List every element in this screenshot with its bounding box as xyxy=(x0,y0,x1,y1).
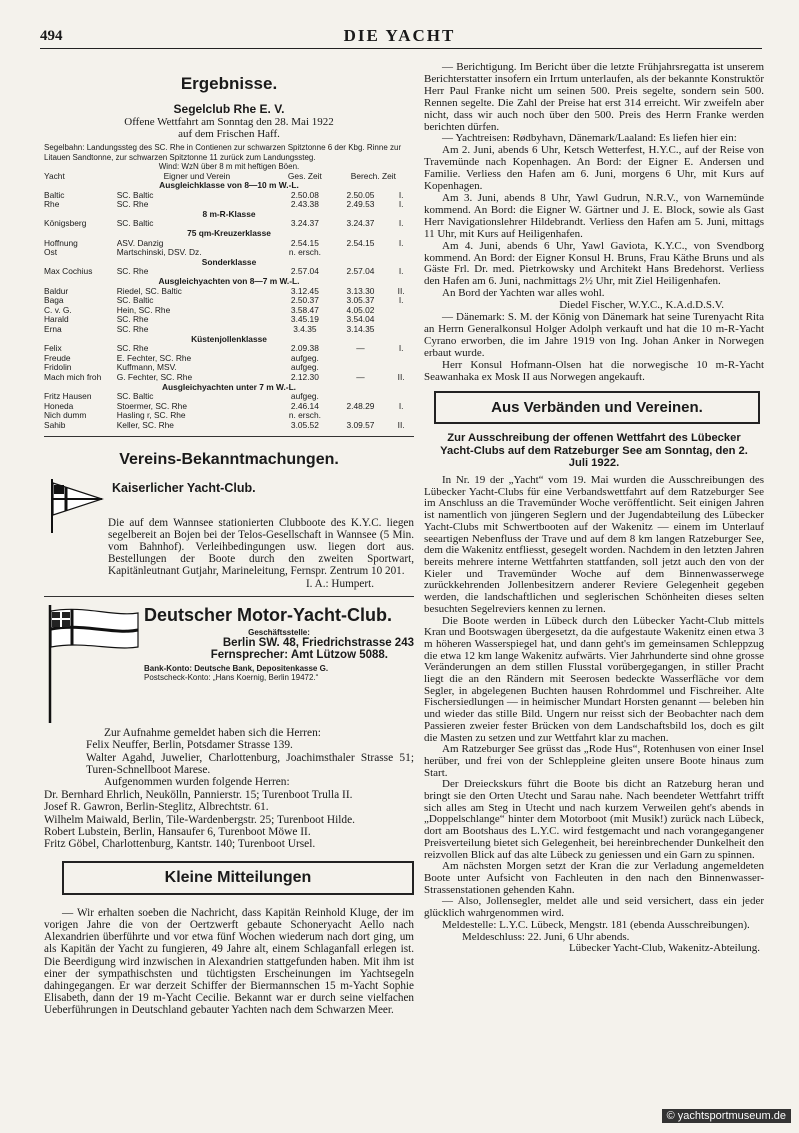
owner-club: Kuffmann, MSV. xyxy=(116,363,177,373)
pending-member: Walter Agahd, Juwelier, Charlottenburg, Joachimsthaler Strasse 51; Turen-Schnellboot Marese. xyxy=(86,751,414,776)
elapsed-time: 2.46.14 xyxy=(290,401,319,411)
header-rule xyxy=(40,48,762,49)
table-row xyxy=(44,315,414,325)
yacht-name: Erna xyxy=(44,325,62,334)
paragraph: Meldestelle: L.Y.C. Lübeck, Mengstr. 181 (ebenda Ausschreibungen). xyxy=(442,918,750,931)
paragraph: Am nächsten Morgen setzt der Kran die zur Verladung angemeldeten Boote unter Aufsicht von Fachleuten in den nach den Binnenwasser-Strassenstationen gehenden Kahn. xyxy=(424,860,764,896)
yacht-name: Ost xyxy=(44,248,58,258)
accepted-member: Wilhelm Maiwald, Berlin, Tile-Wardenbergstr. 25; Turenboot Hilde. xyxy=(44,813,355,826)
elapsed-time: 2.43.38 xyxy=(290,200,319,210)
kyc-signature: I. A.: Humpert. xyxy=(305,577,374,590)
left-column xyxy=(44,62,414,1017)
elapsed-time: aufgeg. xyxy=(290,353,319,363)
yacht-name: Sahib xyxy=(44,420,66,430)
placing: I. xyxy=(398,190,404,200)
ergebnisse-heading: Ergebnisse. xyxy=(180,74,278,93)
yacht-name: Baldur xyxy=(44,286,69,296)
class-title: Küstenjollenklasse xyxy=(191,334,267,344)
corrected-time: 3.14.35 xyxy=(346,325,375,334)
placing xyxy=(388,411,414,421)
placing: I. xyxy=(398,200,404,210)
table-row xyxy=(44,411,414,421)
yacht-name: Honeda xyxy=(44,401,74,411)
yacht-name: Nich dumm xyxy=(44,411,87,421)
pending-list xyxy=(44,739,414,776)
elapsed-time: n. ersch. xyxy=(288,411,321,421)
owner-club: Riedel, SC. Baltic xyxy=(116,286,182,296)
table-row xyxy=(44,306,414,316)
col-bertime-header: Berech. Zeit xyxy=(350,171,396,181)
corrected-time xyxy=(333,392,389,402)
class-header-row xyxy=(44,277,414,287)
table-row xyxy=(44,296,414,306)
table-row xyxy=(44,191,414,201)
placing: I. xyxy=(398,238,404,248)
corrected-time: — xyxy=(356,372,365,382)
accepted-member: Robert Lubstein, Berlin, Hansaufer 6, Turenboot Möwe II. xyxy=(44,826,311,838)
corrected-time: 2.48.29 xyxy=(346,401,375,411)
yacht-name: Königsberg xyxy=(44,219,87,229)
race-subtitle-2: auf dem Frischen Haff. xyxy=(178,128,280,140)
table-row xyxy=(44,402,414,412)
yacht-name: Felix xyxy=(44,344,62,354)
placing: I. xyxy=(398,219,404,229)
right-column xyxy=(424,62,764,955)
journal-title: DIE YACHT xyxy=(343,26,456,45)
corrected-time: 2.50.05 xyxy=(346,190,375,200)
table-row xyxy=(44,200,414,210)
corrected-time xyxy=(333,248,389,258)
corrected-time: 4.05.02 xyxy=(346,305,375,315)
dmyc-address: Berlin SW. 48, Friedrichstrasse 243 xyxy=(222,636,414,649)
dmyc-block xyxy=(44,603,414,723)
wind-info: Wind: WzN über 8 m mit heftigen Böen. xyxy=(158,162,300,171)
kyc-text: Die auf dem Wannsee stationierten Clubboote des K.Y.C. liegen segelbereit an Bojen bei der Telos-Gesellschaft in Wannsee (5 Min. vom Bahnhof). Verleihbedingungen usw. liegen dort aus. Bestellungen der Boote durch den zweiten Sportwart, Kapitänleutnant Gutjahr, Marineleitung, Fernspr. Zentrum 10 201. xyxy=(108,516,414,578)
paragraph: In Nr. 19 der „Yacht“ vom 19. Mai wurden die Ausschreibungen des Lübecker Yacht-Clubs für eine Verbandswettfahrt auf dem Ratzeburger See im Anschluss an die Travemünder Woche veröffentlicht. Seit einigen Jahren ist namentlich von jüngeren Seglern und der Jugendabteilung des Lübecker Yacht-Clubs mit Schwertbooten auf der Wakenitz — einem im Unterlauf seeartigen Nebenfluss der Trave und auf dem 8 km langen Ratzeburger See, dem die Wakenitz entfliesst, gesegelt worden. Nachdem in den letzten Jahren bereits mehrere interne Wettfahrten stattfanden, soll jetzt auch den von der Kieler und Travemünder Woche auf dem Binnenwasserwege zurückkehrenden Jollenbesitzern anderer Reviere Gelegenheit gegeben werden, die landschaftlichen und seglerischen Schönheiten dieses selten besuchten Segelreviers kennen zu lernen. xyxy=(424,474,764,615)
final-signature: Lübecker Yacht-Club, Wakenitz-Abteilung. xyxy=(568,942,760,955)
yacht-name: Baga xyxy=(44,296,64,306)
accepted-member: Dr. Bernhard Ehrlich, Neukölln, Pannierstr. 15; Turenboot Trulla II. xyxy=(44,788,353,801)
berichtigung: — Berichtigung. Im Bericht über die letzte Frühjahrsregatta ist unserem Berichterstatter insofern ein Irrtum unterlaufen, als der bekannte Konstruktör Herr Paul Franke nicht um seinen 500. Preis segelte, sondern sein 500. Rennen segelte. Die Zahl der Preise hat erst 314 erreicht. Wir zweifeln aber nicht, dass wir auch noch über den 500. Preis des Herrn Franke werden berichten dürfen. xyxy=(424,61,764,133)
class-title: Ausgleichklasse von 8—10 m W.-L. xyxy=(159,181,299,191)
elapsed-time: n. ersch. xyxy=(288,248,321,258)
class-title: 75 qm-Kreuzerklasse xyxy=(187,229,271,239)
dmyc-postcheck: Postscheck-Konto: „Hans Koernig, Berlin 19472.“ xyxy=(144,672,319,682)
kleine-text: — Wir erhalten soeben die Nachricht, dass Kapitän Reinhold Kluge, der im vorigen Jahre die von der Oertzwerft gebaute Schoneryacht Aello nach Alexandrien überführte und vor etwa fünf Wochen wiederum nach dort ging, um als Kapitän der Yacht zu fungieren, 49 Jahre alt, einem Schlaganfall erlegen ist. Die Beerdigung wird inzwischen in Alexandrien stattgefunden haben. Mit ihm ist einer der sympathischsten und tüchtigsten Erscheinungen im Yachtsegeln dahingegangen. Er war derzeit Schiffer der Biermannschen 15 m-Yacht Sophie Elisabeth, dann der 19 m-Yacht Cecilie. Bekannt war er durch seine vielfachen Ueberführungen in Deutschland gebauter Yachten nach dem Schwarzen Meer. xyxy=(44,906,414,1017)
class-header-row xyxy=(44,383,414,393)
placing xyxy=(388,392,414,402)
kleine-body xyxy=(44,907,414,1017)
table-row xyxy=(44,392,414,402)
yachtreisen-entry: An Bord der Yachten war alles wohl. xyxy=(442,287,605,300)
owner-club: ASV. Danzig xyxy=(116,238,164,248)
club-name: Segelclub Rhe E. V. xyxy=(173,102,285,116)
elapsed-time: 3.58.47 xyxy=(290,305,319,315)
pending-member: Felix Neuffer, Berlin, Potsdamer Strasse 139. xyxy=(86,739,293,752)
vereins-heading: Vereins-Bekanntmachungen. xyxy=(119,450,339,468)
yachtreisen-entry: Am 2. Juni, abends 6 Uhr, Ketsch Wetterfest, H.Y.C., auf der Reise von Travemünde nach Kopenhagen. An Bord: der Eigner E. Andersen und Familie. Verliess den Hafen am 6. Juni, morgens 6 Uhr, mit Kurs auf Kopenhagen. xyxy=(424,144,764,193)
accepted-intro: Aufgenommen wurden folgende Herren: xyxy=(104,776,290,789)
dmyc-phone: Fernsprecher: Amt Lützow 5088. xyxy=(210,648,388,661)
class-header-row xyxy=(44,210,414,220)
table-row xyxy=(44,354,414,364)
yachtreisen-entry: Am 4. Juni, abends 6 Uhr, Yawl Gaviota, K.Y.C., von Svendborg kommend. An Bord: der Eigner Konsul H. Bruns, Frau Käthe Bruns und als Gäste Frl. Dr. med. Pietrkowsky und Architekt Hans Bredehorst. Verliess den Hafen am 6. Juni, nachmittags 2½ Uhr, mit Ziel Heiligenhafen. xyxy=(424,239,764,288)
divider xyxy=(44,596,414,597)
hofmann: Herr Konsul Hofmann-Olsen hat die norwegische 10 m-R-Yacht Seawanhaka ex Mosk II aus Norwegen angekauft. xyxy=(424,358,764,383)
corrected-time: 3.54.04 xyxy=(346,315,375,325)
col-yacht-header: Yacht xyxy=(44,171,65,181)
owner-club: SC. Rhe xyxy=(116,325,149,334)
dmyc-bank: Bank-Konto: Deutsche Bank, Depositenkasse G. xyxy=(144,663,329,673)
yachtreisen-intro: — Yachtreisen: Rødbyhavn, Dänemark/Laaland: Es liefen hier ein: xyxy=(442,132,737,145)
placing xyxy=(388,325,414,335)
race-subtitle-1: Offene Wettfahrt am Sonntag den 28. Mai 1922 xyxy=(124,116,334,128)
table-row xyxy=(44,239,414,249)
yacht-name: Harald xyxy=(44,315,69,325)
placing: I. xyxy=(398,401,404,411)
owner-club: Hasling r, SC. Rhe xyxy=(116,411,186,421)
paragraph: Der Dreieckskurs führt die Boote bis dicht an Ratzeburg heran und bringt sie den Orten Utecht und Sarau nahe. Nach beendeter Wettfahrt trifft sich alles am Steg in Utecht und nach kurzem Verweilen geht's abends in „Doppelschlange“ hinter dem Motorboot (mit Musik!) zurück nach Lübeck, dort am Bootshaus des L.Y.C. wird festgemacht und nach vorangegangener Preisverteilung bietet sich Gelegenheit, bei hereinbrechender Dunkelheit den reizvollen Blick auf das alte Lübeck zu geniessen und ein Garn zu spinnen. xyxy=(424,778,764,861)
accepted-member: Fritz Göbel, Charlottenburg, Kantstr. 140; Turenboot Ursel. xyxy=(44,838,316,851)
yachtreisen-signature: Diedel Fischer, W.Y.C., K.A.d.D.S.V. xyxy=(559,299,724,312)
corrected-time xyxy=(333,411,389,421)
dmyc-title: Deutscher Motor-Yacht-Club. xyxy=(144,604,393,625)
corrected-time xyxy=(333,354,389,364)
right-news xyxy=(424,62,764,383)
placing xyxy=(388,315,414,325)
paragraph: Meldeschluss: 22. Juni, 6 Uhr abends. xyxy=(462,930,630,943)
paragraph: — Also, Jollensegler, meldet alle und seid versichert, dass ein jeder glücklich wahrgenommen wird. xyxy=(424,895,764,920)
elapsed-time: aufgeg. xyxy=(290,392,319,402)
corrected-time xyxy=(333,363,389,373)
corrected-time: 2.49.53 xyxy=(346,200,375,210)
corrected-time: 3.05.37 xyxy=(346,296,375,306)
corrected-time: 2.57.04 xyxy=(346,267,375,277)
class-header-row xyxy=(44,258,414,268)
class-title: Ausgleichyachten unter 7 m W.-L. xyxy=(161,382,297,392)
class-title: 8 m-R-Klasse xyxy=(202,209,256,219)
verbaende-heading: Aus Verbänden und Vereinen. xyxy=(434,391,760,424)
class-title: Sonderklasse xyxy=(201,257,257,267)
dmyc-members xyxy=(44,727,414,851)
elapsed-time: 3.4.35 xyxy=(293,325,317,334)
elapsed-time: 3.12.45 xyxy=(290,286,319,296)
elapsed-time: 2.50.08 xyxy=(290,190,319,200)
placing xyxy=(388,354,414,364)
yacht-name: Max Cochius xyxy=(44,267,93,277)
kleine-heading: Kleine Mitteilungen xyxy=(62,861,414,895)
owner-club: SC. Rhe xyxy=(116,200,149,210)
placing xyxy=(388,363,414,373)
ausschreibung-title: Zur Ausschreibung der offenen Wettfahrt des Lübecker Yacht-Clubs auf dem Ratzeburger See am Sonntag, den 2. Juli 1922. xyxy=(440,432,748,469)
owner-club: Martschinski, DSV. Dz. xyxy=(116,248,202,258)
divider xyxy=(44,436,414,437)
table-row xyxy=(44,373,414,383)
kyc-burgee-icon xyxy=(44,477,104,533)
placing: II. xyxy=(397,420,405,430)
class-header-row xyxy=(44,335,414,345)
class-title: Ausgleichyachten von 8—7 m W.-L. xyxy=(158,277,300,287)
paragraph: Die Boote werden in Lübeck durch den Lübecker Yacht-Club mittels Kran und Bootswagen übergesetzt, da die aufgestaute Wakenitz einen etwa 3 m höheren Wasserspiegel hat, und dann geht's im gemeinsamen Schleppzug die etwa 12 km lange Wakenitz aufwärts. Vier Jahrhunderte sind ohne grosse Veränderungen an dem stillen Flusstal vorübergegangen, in stiller Pracht liegt die an den Rändern mit Seerosen bedeckte Wasserfläche vor dem Segler, in abgelegenen Buchten hausen Rohrdommel und Fischreiher. Alte Fischersiedlungen — in heimischer Mundart Horsten genannt — beleben hin und wieder das stille Bild. Ungern nur reisst sich der Beobachter nach dem Passieren zweier fester Brücken von dem Landschaftsbild los, doch es gilt die Masten zu setzen und zur Wettfahrt klar zu machen. xyxy=(424,614,764,744)
col-owner-header: Eigner und Verein xyxy=(163,171,231,181)
placing: II. xyxy=(397,286,405,296)
yacht-name: Mach mich froh xyxy=(44,372,102,382)
owner-club: SC. Baltic xyxy=(116,219,154,229)
dmyc-office-label: Geschäftsstelle: xyxy=(248,627,310,637)
table-row xyxy=(44,267,414,277)
elapsed-time: 2.50.37 xyxy=(290,296,319,306)
table-row xyxy=(44,248,414,258)
table-row xyxy=(44,287,414,297)
table-row xyxy=(44,325,414,335)
yacht-name: C. v. G. xyxy=(44,305,72,315)
elapsed-time: 2.12.30 xyxy=(290,372,319,382)
owner-club: E. Fechter, SC. Rhe xyxy=(116,353,192,363)
placing: I. xyxy=(398,296,404,306)
yacht-name: Rhe xyxy=(44,200,60,210)
owner-club: SC. Baltic xyxy=(116,190,154,200)
yacht-name: Hoffnung xyxy=(44,238,78,248)
placing xyxy=(388,248,414,258)
placing xyxy=(388,306,414,316)
corrected-time: 2.54.15 xyxy=(346,238,375,248)
watermark: © yachtsportmuseum.de xyxy=(662,1109,791,1123)
owner-club: Hein, SC. Rhe xyxy=(116,305,171,315)
owner-club: Keller, SC. Rhe xyxy=(116,420,174,430)
corrected-time: 3.24.37 xyxy=(346,219,375,229)
corrected-time: — xyxy=(356,344,365,354)
course-description: Segelbahn: Landungssteg des SC. Rhe in Contienen zur schwarzen Spitztonne 6 der Kbg. Rinne zur Litauen Sandtonne, zur schwarzen Spitztonne 11 zurück zum Landungssteg. xyxy=(44,143,402,162)
class-header-row xyxy=(44,229,414,239)
owner-club: SC. Baltic xyxy=(116,392,154,402)
kyc-title: Kaiserlicher Yacht-Club. xyxy=(112,480,256,495)
placing: II. xyxy=(397,372,405,382)
class-header-row xyxy=(44,181,414,191)
results-header-row xyxy=(44,172,414,182)
owner-club: G. Fechter, SC. Rhe xyxy=(116,372,193,382)
owner-club: SC. Rhe xyxy=(116,315,149,325)
ausschreibung-body xyxy=(424,475,764,955)
members-intro: Zur Aufnahme gemeldet haben sich die Herren: xyxy=(104,726,321,739)
elapsed-time: 2.09.38 xyxy=(290,344,319,354)
results-table xyxy=(44,172,414,431)
placing: I. xyxy=(398,267,404,277)
table-row xyxy=(44,344,414,354)
table-row xyxy=(44,363,414,373)
elapsed-time: aufgeg. xyxy=(290,363,319,373)
placing: I. xyxy=(398,344,404,354)
paragraph: Am Ratzeburger See grüsst das „Rode Hus“, Rotenhusen von einer Insel herüber, und frei von der Schleppleine gleiten unsere Boote hinaus zum Start. xyxy=(424,743,764,779)
corrected-time: 3.09.57 xyxy=(346,420,375,430)
yacht-name: Baltic xyxy=(44,190,65,200)
owner-club: SC. Baltic xyxy=(116,296,154,306)
owner-club: SC. Rhe xyxy=(116,267,149,277)
yacht-name: Fridolin xyxy=(44,363,72,373)
col-gestime-header: Ges. Zeit xyxy=(287,171,322,181)
dmyc-flag-icon xyxy=(44,603,140,723)
corrected-time: 3.13.30 xyxy=(346,286,375,296)
owner-club: SC. Rhe xyxy=(116,344,149,354)
table-row xyxy=(44,421,414,431)
elapsed-time: 2.54.15 xyxy=(290,238,319,248)
yachtreisen-entry: Am 3. Juni, abends 8 Uhr, Yawl Gudrun, N.R.V., von Warnemünde kommend. An Bord: die Eigner W. Gärtner und J. E. Block, sowie als Gast Herr Navigationslehrer Hildebrandt. Verliess den Hafen am 5. Juni, mittags 11 Uhr, mit Kurs auf Heiligenhafen. xyxy=(424,191,764,240)
yacht-name: Fritz Hausen xyxy=(44,392,92,402)
accepted-member: Josef R. Gawron, Berlin-Steglitz, Albrechtstr. 61. xyxy=(44,801,269,814)
page-number: 494 xyxy=(40,28,63,44)
elapsed-time: 3.05.52 xyxy=(290,420,319,430)
table-row xyxy=(44,219,414,229)
elapsed-time: 3.45.19 xyxy=(290,315,319,325)
elapsed-time: 3.24.37 xyxy=(290,219,319,229)
owner-club: Stoermer, SC. Rhe xyxy=(116,401,187,411)
daenemark: — Dänemark: S. M. der König von Dänemark hat seine Turenyacht Rita an Herrn Generalkonsul Holger Adolph verkauft und hat die 10 m-R-Yacht Cyrano erworben, die im Jahre 1919 von Ing. Johan Anker in Norwegen erbaut wurde. xyxy=(424,311,764,359)
elapsed-time: 2.57.04 xyxy=(290,267,319,277)
yacht-name: Freude xyxy=(44,353,71,363)
